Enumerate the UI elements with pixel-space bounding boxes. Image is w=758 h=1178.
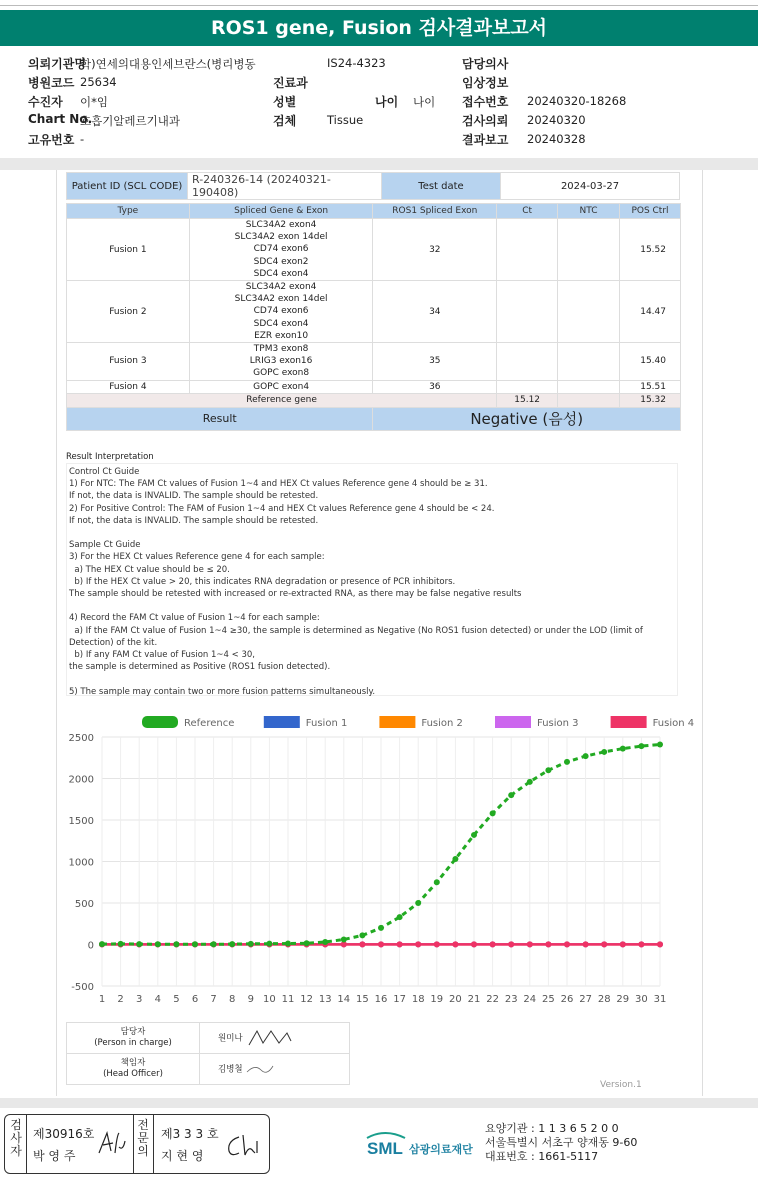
x-tick-label: 22 xyxy=(486,994,499,1005)
legend-swatch xyxy=(379,716,415,728)
data-point xyxy=(471,832,477,838)
info-value: 25634 xyxy=(80,75,117,89)
gene-exon: SLC34A2 exon4 xyxy=(245,282,317,293)
data-point xyxy=(620,746,626,752)
info-label: 병원코드 xyxy=(28,76,75,90)
pos-ctrl-value: 14.47 xyxy=(620,281,681,343)
examiner-name: 박 영 주 xyxy=(33,1149,76,1163)
x-tick-label: 12 xyxy=(300,994,313,1005)
data-point xyxy=(118,941,124,947)
x-tick-label: 23 xyxy=(504,994,518,1005)
patient-info xyxy=(0,55,758,155)
gene-exon: SLC34A2 exon 14del xyxy=(234,294,328,305)
page-border-left xyxy=(56,170,57,1096)
result-row xyxy=(67,407,681,430)
pos-ctrl-value: 15.51 xyxy=(620,380,681,393)
interpretation-line xyxy=(69,527,675,539)
data-point xyxy=(657,741,663,747)
ntc-value xyxy=(558,380,620,393)
amplification-chart xyxy=(60,710,695,1010)
x-tick-label: 17 xyxy=(393,994,406,1005)
ros1-exon: 35 xyxy=(373,343,497,381)
person-in-charge-signature xyxy=(200,1023,350,1054)
interpretation-line: 4) Record the FAM Ct value of Fusion 1~4 for each sample: xyxy=(69,613,320,624)
interpretation-line: b) If any FAM Ct value of Fusion 1~4 < 30, xyxy=(69,650,255,661)
data-point xyxy=(508,941,514,947)
reference-row xyxy=(67,393,681,407)
info-value: 20240320-18268 xyxy=(527,94,627,108)
x-tick-label: 1 xyxy=(98,994,106,1005)
data-point xyxy=(601,941,607,947)
data-point xyxy=(601,749,607,755)
org-address xyxy=(485,1122,637,1164)
y-tick-label: 500 xyxy=(74,899,94,910)
role-ko: 책임자 xyxy=(120,1058,146,1068)
info-label: 수진자 xyxy=(28,95,63,109)
patient-id-label: Patient ID (SCL CODE) xyxy=(67,173,188,200)
sml-logo-mark xyxy=(365,1130,483,1160)
info-value: 호흡기알레르기내과 xyxy=(80,114,180,128)
data-point xyxy=(173,941,179,947)
x-tick-label: 24 xyxy=(523,994,537,1005)
interpretation-line: a) The HEX Ct value should be ≤ 20. xyxy=(69,564,230,575)
data-point xyxy=(397,914,403,920)
ntc-value xyxy=(558,281,620,343)
x-tick-label: 9 xyxy=(247,994,254,1005)
ntc-value xyxy=(558,219,620,281)
info-label: 성별 xyxy=(273,95,297,109)
gene-exon: SLC34A2 exon4 xyxy=(245,220,317,230)
ros1-exon: 34 xyxy=(373,281,497,343)
interpretation-line: 3) For the HEX Ct values Reference gene 4 for each sample: xyxy=(69,552,325,563)
phone: 대표번호 : 1661-5117 xyxy=(485,1150,599,1163)
top-rule xyxy=(0,5,758,6)
x-tick-label: 2 xyxy=(117,994,124,1005)
specialist-number: 제3 3 3 호 xyxy=(161,1127,219,1141)
data-point xyxy=(359,932,365,938)
data-point xyxy=(285,941,291,947)
legend-label: Fusion 4 xyxy=(652,718,695,729)
x-tick-label: 5 xyxy=(173,994,180,1005)
interpretation-line: b) If the HEX Ct value > 20, this indicates RNA degradation or presence of PCR inhibitors. xyxy=(69,576,456,587)
info-label: 검체 xyxy=(273,114,297,128)
report-title: ROS1 gene, Fusion 검사결과보고서 xyxy=(0,10,758,46)
sml-logo xyxy=(365,1130,483,1164)
data-point xyxy=(508,792,514,798)
interpretation-line: 5) The sample may contain two or more fusion patterns simultaneously. xyxy=(69,686,376,697)
x-tick-label: 21 xyxy=(467,994,481,1005)
result-value: Negative (음성) xyxy=(373,407,681,430)
gene-exon: SLC34A2 exon 14del xyxy=(234,232,328,243)
column-header: Ct xyxy=(497,204,558,219)
interpretation-line: If not, the data is INVALID. The sample should be retested. xyxy=(69,515,319,526)
interpretation-title: Result Interpretation xyxy=(66,452,154,462)
x-tick-label: 7 xyxy=(210,994,217,1005)
result-label: Result xyxy=(67,407,373,430)
data-point xyxy=(638,941,644,947)
address: 서울특별시 서초구 양재동 9-60 xyxy=(485,1136,638,1149)
ros1-exon: 36 xyxy=(373,380,497,393)
x-tick-label: 11 xyxy=(281,994,295,1005)
info-value: 20240320 xyxy=(527,113,586,127)
patient-id-value: R-240326-14 (20240321-190408) xyxy=(188,173,382,200)
x-tick-label: 25 xyxy=(542,994,555,1005)
examiner-stamp xyxy=(4,1114,270,1174)
legend-label: Fusion 2 xyxy=(421,718,463,729)
spliced-genes xyxy=(189,219,373,281)
specialist-signature xyxy=(223,1131,263,1161)
info-value: 학)연세의대용인세브란스(병리병동 xyxy=(80,57,256,71)
data-point xyxy=(638,743,644,749)
pos-ctrl-value: 15.40 xyxy=(620,343,681,381)
data-point xyxy=(471,941,477,947)
spliced-genes xyxy=(189,343,373,381)
interpretation-line: the sample is determined as Positive (ROS1 fusion detected). xyxy=(69,662,331,673)
data-point xyxy=(452,941,458,947)
table-row xyxy=(67,380,681,393)
info-label: 진료과 xyxy=(273,76,308,90)
person-in-charge-role xyxy=(67,1023,200,1054)
test-date-label: Test date xyxy=(382,173,501,200)
data-point xyxy=(99,941,105,947)
data-point xyxy=(452,856,458,862)
data-point xyxy=(490,941,496,947)
reference-label: Reference gene xyxy=(67,393,497,407)
data-point xyxy=(545,941,551,947)
examiner-signature xyxy=(95,1129,127,1159)
x-tick-label: 18 xyxy=(411,994,425,1005)
interpretation-line: Sample Ct Guide xyxy=(69,540,141,551)
fusion-type: Fusion 3 xyxy=(67,343,190,381)
spliced-genes xyxy=(189,380,373,393)
logo-text: SML xyxy=(367,1139,403,1158)
interpretation-line xyxy=(69,673,675,685)
info-label: 담당의사 xyxy=(462,57,509,71)
fusion-type: Fusion 1 xyxy=(67,219,190,281)
info-value: Tissue xyxy=(327,113,364,127)
info-value: IS24-4323 xyxy=(327,56,386,70)
data-point xyxy=(434,879,440,885)
data-point xyxy=(155,941,161,947)
interpretation-line: The sample should be retested with increased or re-extracted RNA, as there may be false negative results xyxy=(69,589,522,600)
interpretation-box xyxy=(66,463,678,696)
data-point xyxy=(434,941,440,947)
ros1-exon: 32 xyxy=(373,219,497,281)
data-point xyxy=(304,940,310,946)
data-point xyxy=(378,925,384,931)
x-tick-label: 15 xyxy=(356,994,369,1005)
data-point xyxy=(564,759,570,765)
data-point xyxy=(620,941,626,947)
examiner-number: 제30916호 xyxy=(33,1127,95,1141)
legend-label: Reference xyxy=(184,718,235,729)
page-border-right xyxy=(702,170,703,1096)
x-tick-label: 31 xyxy=(653,994,667,1005)
data-point xyxy=(415,941,421,947)
info-label: 고유번호 xyxy=(28,133,75,147)
reference-value: 15.32 xyxy=(620,393,681,407)
x-tick-label: 14 xyxy=(337,994,351,1005)
signature-mark xyxy=(245,1062,275,1076)
role-en: (Head Officer) xyxy=(103,1069,163,1079)
gene-exon: SDC4 exon2 xyxy=(253,256,309,267)
x-tick-label: 27 xyxy=(579,994,592,1005)
signature-table xyxy=(66,1022,350,1085)
role-ko: 담당자 xyxy=(120,1027,146,1037)
data-point xyxy=(322,939,328,945)
reference-value xyxy=(558,393,620,407)
head-officer-signature xyxy=(200,1054,350,1085)
divider-band xyxy=(0,1098,758,1108)
person-name: 원미나 xyxy=(218,1033,243,1044)
info-value: 나이 xyxy=(413,95,436,109)
info-label: 결과보고 xyxy=(462,133,509,147)
legend-swatch xyxy=(611,716,647,728)
reference-value: 15.12 xyxy=(497,393,558,407)
column-header: Spliced Gene & Exon xyxy=(189,204,373,219)
data-point xyxy=(564,941,570,947)
info-label: 접수번호 xyxy=(462,95,509,109)
column-header: Type xyxy=(67,204,190,219)
table-row xyxy=(67,219,681,281)
data-point xyxy=(266,941,272,947)
fusion-type: Fusion 2 xyxy=(67,281,190,343)
data-point xyxy=(415,900,421,906)
data-point xyxy=(545,767,551,773)
officer-name: 김병철 xyxy=(218,1064,243,1075)
x-tick-label: 8 xyxy=(229,994,236,1005)
x-tick-label: 16 xyxy=(374,994,388,1005)
gene-exon: GOPC exon8 xyxy=(253,368,310,379)
x-tick-label: 29 xyxy=(616,994,630,1005)
data-point xyxy=(229,941,235,947)
interpretation-line: Control Ct Guide xyxy=(69,467,140,477)
y-tick-label: 0 xyxy=(87,940,94,952)
facility-code: 요양기관 : 1 1 3 6 5 2 0 0 xyxy=(485,1122,619,1135)
info-label: 나이 xyxy=(375,95,399,109)
data-point xyxy=(211,941,217,947)
signature-mark xyxy=(245,1027,295,1049)
gene-exon: TPM3 exon8 xyxy=(253,344,309,355)
data-point xyxy=(583,753,589,759)
column-header: POS Ctrl xyxy=(620,204,681,219)
y-tick-label: 1500 xyxy=(68,816,94,827)
data-point xyxy=(397,941,403,947)
info-label: 임상정보 xyxy=(462,76,509,90)
data-point xyxy=(192,941,198,947)
table-row xyxy=(67,281,681,343)
data-point xyxy=(378,941,384,947)
interpretation-line xyxy=(69,600,675,612)
logo-org: 삼광의료재단 xyxy=(409,1143,473,1156)
legend-swatch xyxy=(495,716,531,728)
ct-value xyxy=(497,281,558,343)
specialist-label: 전 문 의 xyxy=(137,1118,149,1158)
gene-exon: SDC4 exon4 xyxy=(253,268,309,279)
legend-label: Fusion 3 xyxy=(537,718,579,729)
specialist-name: 지 현 영 xyxy=(161,1149,204,1163)
table-row xyxy=(67,343,681,381)
info-label: 의뢰기관명 xyxy=(28,57,86,71)
spliced-genes xyxy=(189,281,373,343)
pos-ctrl-value: 15.52 xyxy=(620,219,681,281)
x-tick-label: 4 xyxy=(154,994,161,1005)
footer xyxy=(0,1108,758,1178)
info-label: 검사의뢰 xyxy=(462,114,509,128)
x-tick-label: 6 xyxy=(191,994,199,1005)
x-tick-label: 13 xyxy=(318,994,332,1005)
data-point xyxy=(248,941,254,947)
fusion-type: Fusion 4 xyxy=(67,380,190,393)
examiner-label: 검 사 자 xyxy=(10,1118,22,1158)
ntc-value xyxy=(558,343,620,381)
y-tick-label: -500 xyxy=(71,982,94,993)
results-table xyxy=(66,203,681,431)
interpretation-line: If not, the data is INVALID. The sample should be retested. xyxy=(69,491,319,502)
version-label: Version.1 xyxy=(600,1080,642,1090)
data-point xyxy=(490,810,496,816)
data-point xyxy=(583,941,589,947)
data-point xyxy=(527,941,533,947)
legend-label: Fusion 1 xyxy=(305,718,348,729)
divider-band xyxy=(0,158,758,170)
x-tick-label: 3 xyxy=(136,994,143,1005)
data-point xyxy=(527,779,533,785)
ct-value xyxy=(497,380,558,393)
interpretation-line: 2) For Positive Control: The FAM of Fusion 1~4 and HEX Ct values Reference gene 4 should be < 24. xyxy=(69,503,495,514)
head-officer-role xyxy=(67,1054,200,1085)
role-en: (Person in charge) xyxy=(94,1038,172,1048)
ct-value xyxy=(497,343,558,381)
x-tick-label: 19 xyxy=(430,994,444,1005)
y-tick-label: 1000 xyxy=(68,857,94,869)
x-tick-label: 20 xyxy=(449,994,462,1005)
column-header: ROS1 Spliced Exon xyxy=(373,204,497,219)
gene-exon: EZR exon10 xyxy=(254,330,309,341)
interpretation-line: 1) For NTC: The FAM Ct values of Fusion 1~4 and HEX Ct values Reference gene 4 should be ≥ 31. xyxy=(69,479,488,490)
gene-exon: LRIG3 exon16 xyxy=(249,356,313,367)
x-tick-label: 28 xyxy=(597,994,611,1005)
gene-exon: GOPC exon4 xyxy=(253,381,310,392)
gene-exon: CD74 exon6 xyxy=(253,306,309,317)
gene-exon: SDC4 exon4 xyxy=(253,318,309,329)
info-value: 20240328 xyxy=(527,132,586,146)
legend-swatch xyxy=(264,716,300,728)
info-label: Chart No. xyxy=(28,112,93,126)
data-point xyxy=(657,941,663,947)
info-value: - xyxy=(80,132,85,146)
patient-id-table xyxy=(66,172,680,200)
x-tick-label: 26 xyxy=(560,994,574,1005)
legend-swatch xyxy=(142,716,178,728)
ct-value xyxy=(497,219,558,281)
x-tick-label: 30 xyxy=(635,994,648,1005)
data-point xyxy=(359,941,365,947)
column-header: NTC xyxy=(558,204,620,219)
data-point xyxy=(341,937,347,943)
y-tick-label: 2500 xyxy=(68,733,94,744)
interpretation-line: a) If the FAM Ct value of Fusion 1~4 ≥30, the sample is determined as Negative (No ROS1 fusion detected) or under the LOD (limit of Detection) of the kit. xyxy=(69,625,646,648)
y-tick-label: 2000 xyxy=(68,774,94,786)
test-date-value: 2024-03-27 xyxy=(501,173,680,200)
info-value: 이*임 xyxy=(80,95,108,109)
data-point xyxy=(136,941,142,947)
gene-exon: CD74 exon6 xyxy=(253,244,309,255)
x-tick-label: 10 xyxy=(263,994,276,1005)
